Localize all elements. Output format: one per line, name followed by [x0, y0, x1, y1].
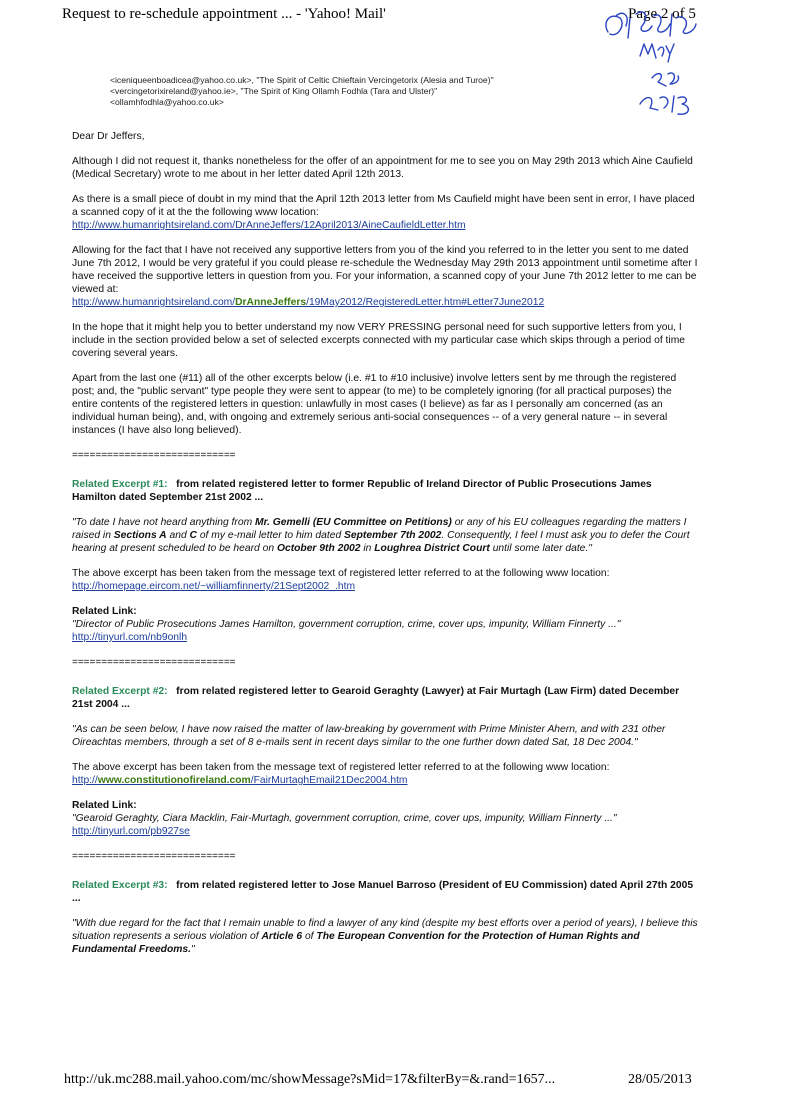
recipient-line: <iceniqueenboadicea@yahoo.co.uk>, "The Spirit of Celtic Chieftain Vercingetorix (Alesia and Turoe)"	[110, 75, 494, 85]
link-registered-letter[interactable]: http://www.humanrightsireland.com/DrAnneJeffers/19May2012/RegisteredLetter.htm#Letter7June2012	[72, 297, 545, 308]
separator: ============================	[72, 450, 236, 461]
excerpt-quote: "As can be seen below, I have now raised the matter of law-breaking by government with Prime Minister Ahern, and with 231 other Oireachtas members, through a set of 8 e-mails sent in recent days similar to the one further down dated Sat, 18 Dec 2004."	[72, 724, 666, 748]
paragraph: Allowing for the fact that I have not received any supportive letters from you of the kind you referred to in the letter you sent to me dated June 7th 2012, I would be very grateful if you could please re-schedule the Wednesday May 29th 2013 appointment until sometime after I have received the supportive letters in question from you. For your information, a scanned copy of your June 7th 2012 letter to me can be viewed at: http://www.humanrightsireland.com/DrAnneJeffers/19May2012/RegisteredLetter.htm#Letter7June2012	[72, 245, 698, 308]
recipient-line: <vercingetorixireland@yahoo.ie>, "The Spirit of King Ollamh Fodhla (Tara and Ulster)"	[110, 86, 438, 96]
separator: ============================	[72, 851, 236, 862]
excerpt-source: The above excerpt has been taken from the message text of registered letter referred to at the following www location: http://homepage.eircom.net/~williamfinnerty/21Sept2002_.htm	[72, 568, 610, 592]
paragraph: As there is a small piece of doubt in my mind that the April 12th 2013 letter from Ms Caufield might have been sent in error, I have placed a scanned copy of it at the the following www location: http://www.humanrightsireland.com/DrAnneJeffers/12April2013/AineCaufieldLetter.htm	[72, 194, 695, 231]
link-source-1[interactable]: http://homepage.eircom.net/~williamfinnerty/21Sept2002_.htm	[72, 581, 356, 592]
page-number: Page 2 of 5	[628, 6, 696, 22]
handwritten-signature	[600, 4, 700, 134]
page-footer-date: 28/05/2013	[628, 1072, 692, 1087]
excerpt-heading: Related Excerpt #2: from related registered letter to Gearoid Geraghty (Lawyer) at Fair Murtagh (Law Firm) dated December 21st 2004 ...	[72, 686, 680, 710]
recipient-list	[110, 75, 494, 108]
recipient-line: <ollamhfodhla@yahoo.co.uk>	[110, 97, 224, 107]
excerpt-heading: Related Excerpt #1: from related registered letter to former Republic of Ireland Director of Public Prosecutions James Hamilton dated September 21st 2002 ...	[72, 479, 652, 503]
link-source-2[interactable]: http://www.constitutionofireland.com/FairMurtaghEmail21Dec2004.htm	[72, 775, 408, 786]
page-header-title: Request to re-schedule appointment ... - 'Yahoo! Mail'	[62, 6, 386, 22]
paragraph: In the hope that it might help you to better understand my now VERY PRESSING personal need for such supportive letters from you, I include in the section provided below a set of selected excerpts connected with my particular case which skips through a period of time covering several years.	[72, 322, 685, 359]
related-link-block: Related Link: "Gearoid Geraghty, Ciara Macklin, Fair-Murtagh, government corruption, crime, cover ups, impunity, William Finnerty ..." http://tinyurl.com/pb927se	[72, 800, 617, 837]
excerpt-label: Related Excerpt #2:	[72, 686, 168, 697]
paragraph: Although I did not request it, thanks nonetheless for the offer of an appointment for me to see you on May 29th 2013 which Aine Caufield (Medical Secretary) wrote to me about in her letter dated April 12th 2013.	[72, 156, 693, 180]
related-link-block: Related Link: "Director of Public Prosecutions James Hamilton, government corruption, crime, cover ups, impunity, William Finnerty ..." http://tinyurl.com/nb9onlh	[72, 606, 621, 643]
link-caufield-letter[interactable]: http://www.humanrightsireland.com/DrAnneJeffers/12April2013/AineCaufieldLetter.htm	[72, 220, 466, 231]
excerpt-quote: "With due regard for the fact that I remain unable to find a lawyer of any kind (despite my best efforts over a period of years), I believe this situation represents a serious violation of Article 6 of The European Convention for the Protection of Human Rights and Fundamental Freedoms."	[72, 918, 698, 955]
excerpt-source: The above excerpt has been taken from the message text of registered letter referred to at the following www location: http://www.constitutionofireland.com/FairMurtaghEmail21Dec2004.htm	[72, 762, 610, 786]
excerpt-quote: "To date I have not heard anything from Mr. Gemelli (EU Committee on Petitions) or any of his EU colleagues regarding the matters I raised in Sections A and C of my e-mail letter to him dated September 7th 2002. Consequently, I feel I must ask you to defer the Court hearing at present scheduled to be heard on October 9th 2002 in Loughrea District Court until some later date."	[72, 517, 690, 554]
excerpt-heading: Related Excerpt #3: from related registered letter to Jose Manuel Barroso (President of EU Commission) dated April 27th 2005 ...	[72, 880, 694, 904]
excerpt-label: Related Excerpt #1:	[72, 479, 168, 490]
paragraph: Apart from the last one (#11) all of the other excerpts below (i.e. #1 to #10 inclusive) involve letters sent by me through the registered post; and, the "public servant" type people they were sent to appear (to me) to be completely ignoring (for all practical purposes) the entire contents of the registered letters in question: unlawfully in most cases (I believe) as far as I personally am concerned (as an individual human being), and, with ongoing and extremely serious anti-social consequences -- of a very general nature -- in several instances (I have also long believed).	[72, 373, 677, 436]
separator: ============================	[72, 657, 236, 668]
link-related-2[interactable]: http://tinyurl.com/pb927se	[72, 826, 190, 837]
excerpt-label: Related Excerpt #3:	[72, 880, 168, 891]
link-related-1[interactable]: http://tinyurl.com/nb9onlh	[72, 632, 188, 643]
greeting: Dear Dr Jeffers,	[72, 131, 145, 142]
page-footer-url: http://uk.mc288.mail.yahoo.com/mc/showMessage?sMid=17&filterBy=&.rand=1657...	[64, 1072, 556, 1087]
email-body	[72, 130, 698, 968]
